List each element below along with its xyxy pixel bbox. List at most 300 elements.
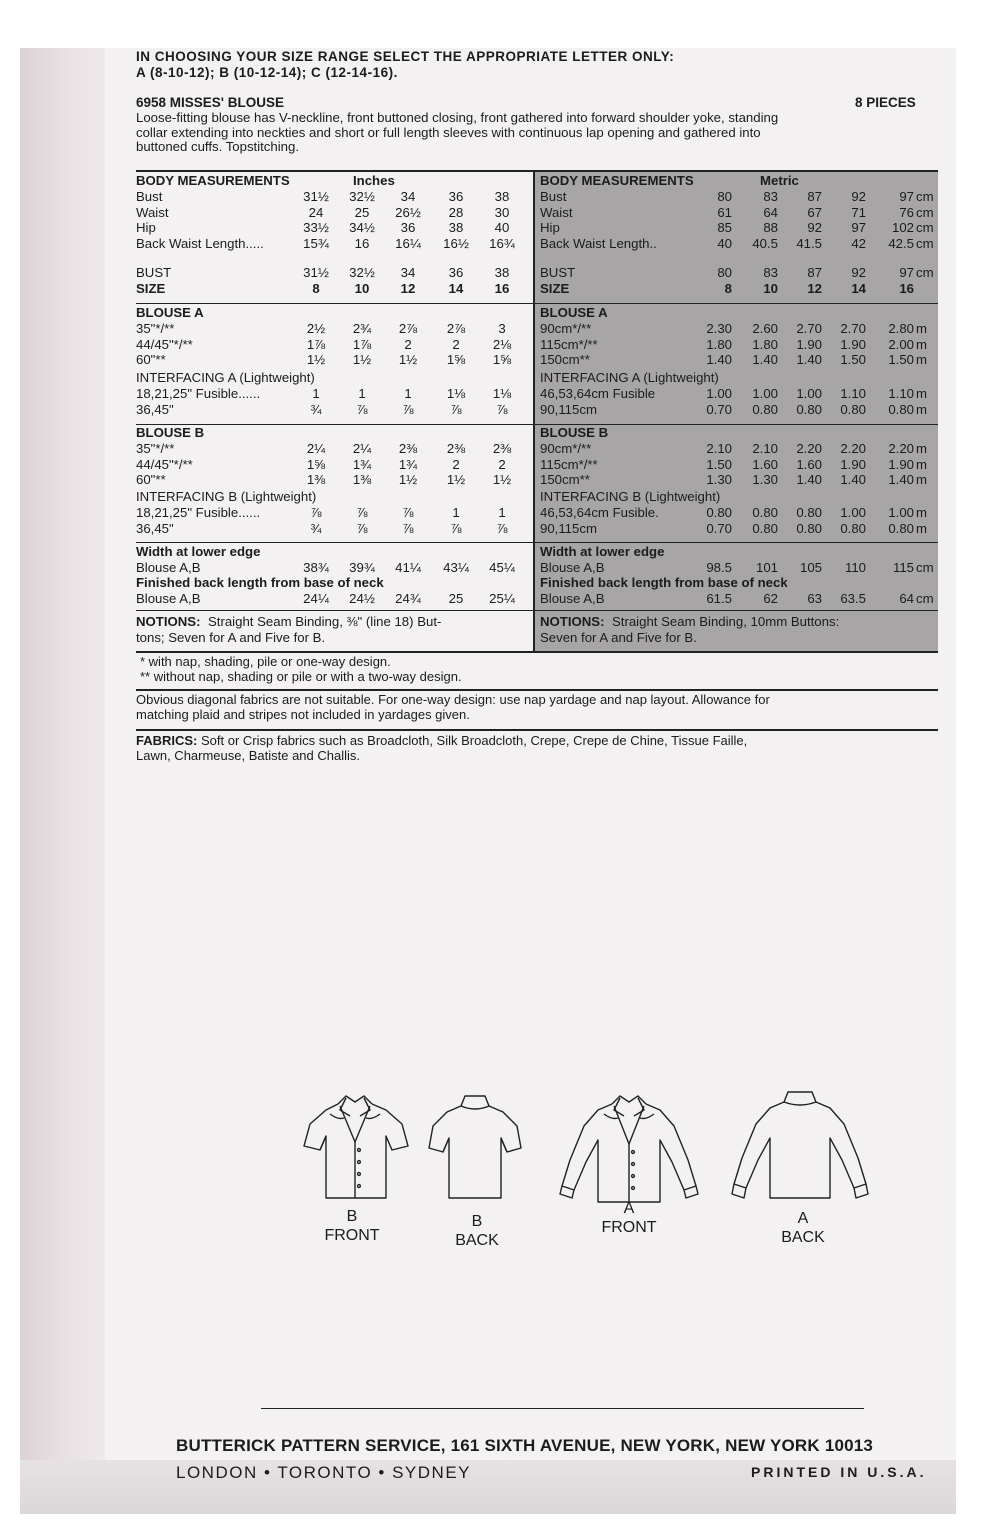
value-cell: 2.10 [752,441,778,456]
row-label: 35"*/** [136,321,175,336]
rule [136,689,938,691]
row-label: 90cm*/** [540,321,592,336]
value-cell: 2⅜ [398,441,418,456]
notions-text: Straight Seam Binding, 10mm Buttons: [612,614,840,629]
row-label: Bust [136,189,163,204]
row-label: SIZE [540,281,570,296]
value-cell: ⅞ [402,505,414,520]
unit-cell: m [916,352,927,368]
value-cell: 2.20 [796,441,822,456]
rule [136,303,938,304]
view-side: BACK [455,1232,499,1249]
row-label: 150cm** [540,472,590,488]
description-line: buttoned cuffs. Topstitching. [136,139,300,154]
value-cell: 42 [851,235,866,251]
section-heading: BLOUSE A [540,305,608,320]
value-cell: 0.80 [888,401,914,417]
value-cell: ⅞ [496,401,508,417]
value-cell: 0.70 [706,401,732,417]
value-cell: 2.80 [888,321,914,336]
value-cell: 1.40 [752,352,778,368]
value-cell: 1.90 [888,456,914,472]
row-label: 46,53,64cm Fusible. [540,505,659,520]
value-cell: 31½ [303,265,329,280]
value-cell: 1 [498,505,506,520]
value-cell: 1½ [446,472,466,488]
unit-cell: cm [916,265,934,280]
value-cell: 2¾ [352,321,372,336]
section-heading: Width at lower edge [540,544,665,559]
value-cell: 14 [448,281,464,296]
value-cell: 2 [452,456,460,472]
row-label: 150cm** [540,352,590,368]
value-cell: 1⅜ [352,472,372,488]
value-cell: 0.80 [888,520,914,536]
value-cell: 1.40 [796,472,822,488]
value-cell: 12 [807,281,822,296]
row-label: 36,45" [136,520,174,536]
value-cell: 1.40 [706,352,732,368]
row-label: Blouse A,B [540,591,605,606]
value-cell: 87 [807,189,822,204]
unit-cell: m [916,321,927,336]
value-cell: 12 [400,281,416,296]
value-cell: 16 [354,235,370,251]
value-cell: 2 [452,336,460,352]
notions-text: Straight Seam Binding, ⅜" (line 18) But- [208,614,442,629]
value-cell: 83 [763,189,778,204]
value-cell: 34 [400,265,416,280]
table-bottom-rule [136,651,938,653]
row-label: 35"*/** [136,441,175,456]
value-cell: 85 [717,220,732,236]
value-cell: 2⅞ [446,321,466,336]
view-a-front-sketch [556,1090,701,1210]
table-center-divider [533,171,535,651]
notions-label: NOTIONS: [136,614,201,629]
value-cell: ⅞ [356,505,368,520]
interfacing-heading: INTERFACING A (Lightweight) [540,370,719,385]
value-cell: 2⅞ [398,321,418,336]
value-cell: 1½ [492,472,512,488]
value-cell: 0.80 [706,505,732,520]
rule [136,542,938,543]
value-cell: 63.5 [840,591,866,606]
row-label: 44/45"*/** [136,336,193,352]
value-cell: 2.20 [888,441,914,456]
value-cell: 1⅞ [352,336,372,352]
value-cell: 2.00 [888,336,914,352]
value-cell: 110 [844,560,866,575]
value-cell: 97 [851,220,866,236]
value-cell: ⅞ [310,505,322,520]
value-cell: 33½ [303,220,329,236]
value-cell: 1.00 [888,505,914,520]
value-cell: 32½ [349,265,375,280]
value-cell: 1¾ [398,456,418,472]
value-cell: 1⅝ [446,352,466,368]
value-cell: ⅞ [402,520,414,536]
value-cell: 1.40 [840,472,866,488]
view-a-back-label [743,1209,863,1247]
value-cell: 2.20 [840,441,866,456]
value-cell: 76 [899,204,914,220]
view-b-front-label [292,1207,412,1245]
view-b-back-label [417,1212,537,1250]
rule [136,729,938,731]
value-cell: 34 [400,189,416,204]
section-heading: BLOUSE A [136,305,204,320]
printed-in: PRINTED IN U.S.A. [751,1464,927,1480]
view-letter: B [471,1213,483,1230]
value-cell: 67 [807,204,822,220]
row-label: Waist [540,204,573,220]
unit-cell: cm [916,235,934,251]
value-cell: 0.70 [706,520,732,536]
unit-cell: m [916,386,927,401]
value-cell: 42.5 [888,235,914,251]
value-cell: 38 [448,220,464,236]
row-label: SIZE [136,281,166,296]
value-cell: 64 [899,591,914,606]
value-cell: 39¾ [349,560,375,575]
value-cell: 41¼ [395,560,421,575]
value-cell: 1.60 [796,456,822,472]
unit-heading: Inches [353,173,395,188]
value-cell: 1½ [398,352,418,368]
value-cell: 1.40 [796,352,822,368]
notions-text: tons; Seven for A and Five for B. [136,630,326,645]
fabrics-label: FABRICS: [136,733,198,748]
interfacing-heading: INTERFACING B (Lightweight) [136,489,317,504]
value-cell: 8 [724,281,732,296]
row-label: 18,21,25" Fusible...... [136,505,261,520]
notions-text: Seven for A and Five for B. [540,630,697,645]
unit-cell: m [916,472,927,488]
value-cell: 0.80 [796,401,822,417]
value-cell: 1.90 [840,336,866,352]
value-cell: 24 [308,204,324,220]
value-cell: 40 [494,220,510,236]
value-cell: 1¾ [352,456,372,472]
value-cell: 16 [899,281,914,296]
value-cell: 61.5 [706,591,732,606]
value-cell: 15¾ [303,235,329,251]
value-cell: 2⅜ [446,441,466,456]
value-cell: 92 [807,220,822,236]
value-cell: ⅞ [450,401,462,417]
value-cell: 0.80 [796,520,822,536]
row-label: Back Waist Length.. [540,235,657,251]
value-cell: 2.10 [706,441,732,456]
value-cell: 105 [799,560,822,575]
row-label: 90cm*/** [540,441,592,456]
value-cell: 32½ [349,189,375,204]
row-label: Hip [540,220,560,236]
value-cell: 1.00 [706,386,732,401]
value-cell: 26½ [395,204,421,220]
value-cell: 1.00 [796,386,822,401]
value-cell: ⅞ [496,520,508,536]
value-cell: 40 [717,235,732,251]
unit-cell: m [916,456,927,472]
value-cell: 2.30 [706,321,732,336]
unit-cell: m [916,336,927,352]
unit-cell: cm [916,591,934,606]
row-label: Bust [540,189,567,204]
value-cell: 2⅛ [492,336,512,352]
value-cell: 16 [494,281,510,296]
value-cell: 2½ [306,321,326,336]
value-cell: 1.90 [796,336,822,352]
value-cell: 1.50 [706,456,732,472]
value-cell: 1½ [398,472,418,488]
size-range-instruction: IN CHOOSING YOUR SIZE RANGE SELECT THE APPROPRIATE LETTER ONLY: [136,49,675,64]
row-label: 60"** [136,352,166,368]
unit-cell: cm [916,560,934,575]
value-cell: 1⅛ [446,386,466,401]
value-cell: 115 [892,560,914,575]
footnote-without-nap: ** without nap, shading or pile or with a two-way design. [140,669,462,684]
value-cell: 1.50 [840,352,866,368]
value-cell: 87 [807,265,822,280]
value-cell: 1.40 [888,472,914,488]
notice-line: matching plaid and stripes not included in yardages given. [136,706,470,722]
value-cell: 63 [807,591,822,606]
envelope-edge [20,48,115,1514]
value-cell: 45¼ [489,560,515,575]
value-cell: 41.5 [796,235,822,251]
unit-cell: m [916,441,927,456]
row-label: BUST [540,265,576,280]
value-cell: ¾ [310,401,322,417]
row-label: Blouse A,B [136,560,201,575]
row-label: Waist [136,204,169,220]
value-cell: 2.70 [796,321,822,336]
value-cell: 10 [354,281,370,296]
value-cell: 102 [891,220,914,236]
section-heading: Width at lower edge [136,544,261,559]
value-cell: 101 [755,560,778,575]
table-top-rule [136,170,938,172]
value-cell: 2 [404,336,412,352]
value-cell: 1.00 [752,386,778,401]
value-cell: 61 [717,204,732,220]
value-cell: 1⅛ [492,386,512,401]
view-side: FRONT [601,1219,657,1236]
value-cell: 25 [354,204,370,220]
unit-cell: m [916,520,927,536]
view-b-front-sketch [300,1090,410,1205]
value-cell: ⅞ [356,520,368,536]
notice-line: Obvious diagonal fabrics are not suitable. For one-way design: use nap yardage and nap layout. Allowance for [136,692,770,707]
row-label: 36,45" [136,401,174,417]
value-cell: 83 [763,265,778,280]
value-cell: 3 [498,321,506,336]
value-cell: 1 [312,386,320,401]
section-heading: Finished back length from base of neck [136,575,384,590]
value-cell: 16¼ [395,235,421,251]
value-cell: 1 [452,505,460,520]
value-cell: 1 [358,386,366,401]
row-label: BUST [136,265,172,280]
value-cell: 88 [763,220,778,236]
unit-cell: m [916,505,927,520]
value-cell: 34½ [349,220,375,236]
value-cell: 16½ [443,235,469,251]
value-cell: 16¾ [489,235,515,251]
value-cell: 80 [717,189,732,204]
value-cell: 2⅜ [492,441,512,456]
fabrics-section [136,734,936,763]
value-cell: ⅞ [402,401,414,417]
value-cell: 1.30 [752,472,778,488]
value-cell: 30 [494,204,510,220]
value-cell: ¾ [310,520,322,536]
value-cell: 24¾ [395,591,421,606]
value-cell: 1.80 [706,336,732,352]
value-cell: 1 [404,386,412,401]
size-range-letters: A (8-10-12); B (10-12-14); C (12-14-16). [136,65,398,80]
unit-cell: cm [916,189,934,204]
value-cell: 36 [448,189,464,204]
value-cell: 92 [851,189,866,204]
pattern-title: 6958 MISSES' BLOUSE [136,95,285,110]
view-letter: B [346,1208,358,1225]
value-cell: 1.00 [840,505,866,520]
row-label: 44/45"*/** [136,456,193,472]
view-letter: A [623,1200,635,1217]
fabrics-text: Lawn, Charmeuse, Batiste and Challis. [136,747,361,763]
value-cell: 38 [494,189,510,204]
value-cell: 10 [763,281,778,296]
fabric-notice [136,693,936,722]
value-cell: 8 [312,281,320,296]
value-cell: 1½ [352,352,372,368]
value-cell: 0.80 [752,505,778,520]
view-side: BACK [781,1229,825,1246]
value-cell: 98.5 [706,560,732,575]
value-cell: ⅞ [450,520,462,536]
value-cell: 36 [448,265,464,280]
value-cell: 97 [899,189,914,204]
view-a-back-sketch [730,1090,870,1210]
value-cell: 1.90 [840,456,866,472]
row-label: Back Waist Length..... [136,235,264,251]
value-cell: 64 [763,204,778,220]
row-label: 60"** [136,472,166,488]
unit-cell: cm [916,204,934,220]
value-cell: 2 [498,456,506,472]
rule [136,424,938,425]
value-cell: 43¼ [443,560,469,575]
row-label: 115cm*/** [540,456,598,472]
value-cell: 25 [448,591,464,606]
value-cell: ⅞ [356,401,368,417]
row-label: 90,115cm [540,520,597,536]
value-cell: 24¼ [303,591,329,606]
piece-count: 8 PIECES [855,95,916,110]
table-heading: BODY MEASUREMENTS [136,173,290,188]
publisher-address: BUTTERICK PATTERN SERVICE, 161 SIXTH AVENUE, NEW YORK, NEW YORK 10013 [176,1436,874,1455]
value-cell: 92 [851,265,866,280]
value-cell: 97 [899,265,914,280]
value-cell: 1⅝ [306,456,326,472]
value-cell: 1.50 [888,352,914,368]
value-cell: 2.70 [840,321,866,336]
value-cell: 0.80 [796,505,822,520]
value-cell: 1.30 [706,472,732,488]
value-cell: 1.10 [888,386,914,401]
section-heading: BLOUSE B [136,425,205,440]
table-heading: BODY MEASUREMENTS [540,173,694,188]
value-cell: 38 [494,265,510,280]
row-label: Hip [136,220,156,236]
view-b-back-sketch [425,1094,525,1204]
row-label: 18,21,25" Fusible...... [136,386,261,401]
value-cell: 1⅞ [306,336,326,352]
value-cell: 25¼ [489,591,515,606]
value-cell: 1⅜ [306,472,326,488]
description-line: Loose-fitting blouse has V-neckline, front buttoned closing, front gathered into forward shoulder yoke, standing [136,110,779,125]
rule [136,610,938,611]
value-cell: 0.80 [752,520,778,536]
value-cell: 80 [717,265,732,280]
value-cell: 31½ [303,189,329,204]
value-cell: 2¼ [352,441,372,456]
view-side: FRONT [324,1227,380,1244]
value-cell: 28 [448,204,464,220]
unit-cell: m [916,401,927,417]
row-label: Blouse A,B [136,591,201,606]
value-cell: 0.80 [840,520,866,536]
value-cell: 1⅝ [492,352,512,368]
footnote-with-nap: * with nap, shading, pile or one-way design. [140,654,391,669]
value-cell: 62 [763,591,778,606]
value-cell: 1½ [306,352,326,368]
value-cell: 36 [400,220,416,236]
fabrics-text: Soft or Crisp fabrics such as Broadcloth, Silk Broadcloth, Crepe, Crepe de Chine, Tissue Faille, [197,733,748,748]
value-cell: 2¼ [306,441,326,456]
unit-cell: cm [916,220,934,236]
description-line: collar extending into neckties and short or full length sleeves with continuous lap opening and gathered into [136,124,761,140]
pattern-description [136,111,936,155]
value-cell: 71 [851,204,866,220]
interfacing-heading: INTERFACING A (Lightweight) [136,370,315,385]
section-heading: Finished back length from base of neck [540,575,788,590]
value-cell: 1.60 [752,456,778,472]
publisher-cities: LONDON • TORONTO • SYDNEY [176,1463,472,1482]
view-a-front-label [569,1199,689,1237]
row-label: 115cm*/** [540,336,598,352]
row-label: Blouse A,B [540,560,605,575]
interfacing-heading: INTERFACING B (Lightweight) [540,489,721,504]
value-cell: 0.80 [752,401,778,417]
value-cell: 1.10 [840,386,866,401]
section-heading: BLOUSE B [540,425,609,440]
value-cell: 0.80 [840,401,866,417]
view-letter: A [797,1210,809,1227]
value-cell: 24½ [349,591,375,606]
value-cell: 14 [851,281,866,296]
value-cell: 40.5 [752,235,778,251]
unit-heading: Metric [760,173,799,188]
footer-rule [261,1408,864,1409]
value-cell: 2.60 [752,321,778,336]
value-cell: 38¾ [303,560,329,575]
value-cell: 1.80 [752,336,778,352]
notions-label: NOTIONS: [540,614,605,629]
